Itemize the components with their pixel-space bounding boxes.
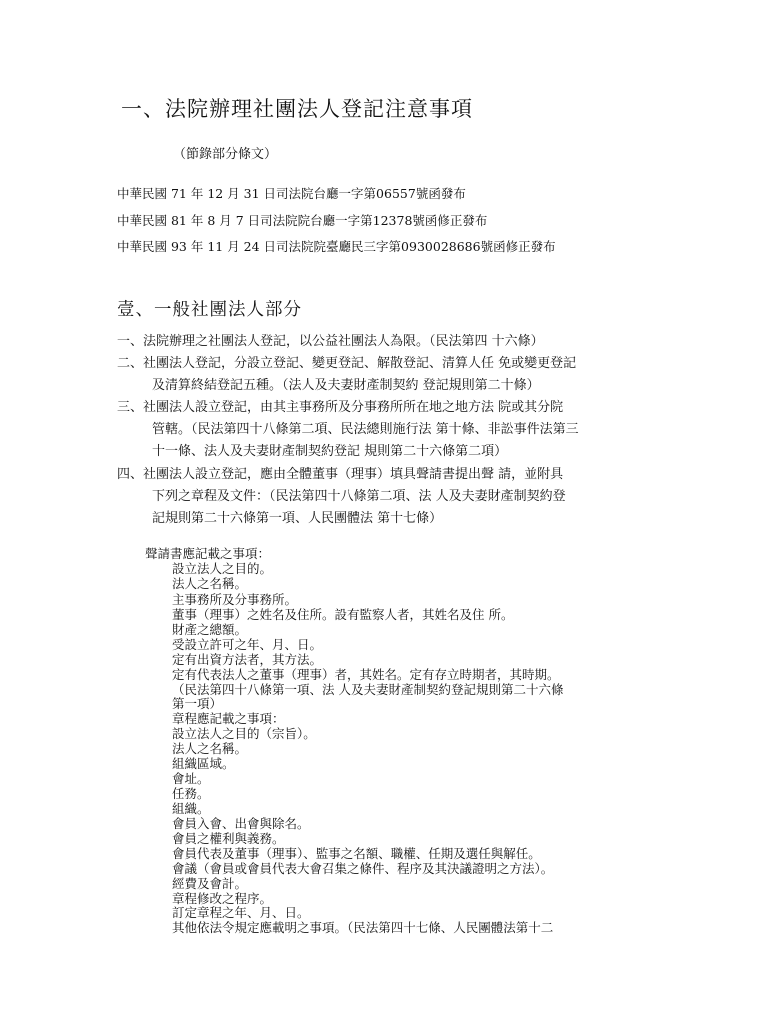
item-2-line-2: 及清算終結登記五種。（法人及夫妻財產制契約 登記規則第二十條）	[152, 378, 540, 393]
block-line: 定有代表法人之董事（理事）者，其姓名。定有存立時期者，其時期。	[172, 667, 560, 682]
block-line: 受設立許可之年、月、日。	[172, 637, 323, 652]
block-line: 董事（理事）之姓名及住所。設有監察人者，其姓名及住 所。	[172, 607, 514, 622]
block-line: 會議（會員或會員代表大會召集之條件、程序及其決議證明之方法）。	[172, 861, 554, 876]
block-line: 法人之名稱。	[172, 576, 248, 591]
item-3-line-2: 管轄。（民法第四十八條第二項、民法總則施行法 第十條、非訟事件法第三	[152, 422, 579, 437]
block-line: 章程修改之程序。	[172, 891, 273, 906]
publication-line-1: 中華民國 71 年 12 月 31 日司法院台廳一字第06557號函發布	[117, 186, 466, 201]
page-title: 一、法院辦理社團法人登記注意事項	[121, 97, 473, 121]
block-line: 組織。	[172, 801, 210, 816]
block-line: 主事務所及分事務所。	[172, 592, 298, 607]
block-line: 任務。	[172, 786, 210, 801]
item-1-line-1: 一、法院辦理之社團法人登記，以公益社團法人為限。（民法第四 十六條）	[117, 334, 544, 349]
block-line: 定有出資方法者，其方法。	[172, 652, 323, 667]
section-title: 壹、一般社團法人部分	[117, 300, 302, 320]
block-line: 經費及會計。	[172, 876, 248, 891]
block-line: 會員之權利與義務。	[172, 831, 285, 846]
block-line: 財產之總額。	[172, 622, 248, 637]
publication-line-2: 中華民國 81 年 8 月 7 日司法院院台廳一字第12378號函修正發布	[117, 213, 488, 228]
item-2-line-1: 二、社團法人登記，分設立登記、變更登記、解散登記、清算人任 免或變更登記	[117, 356, 577, 371]
item-4-line-3: 記規則第二十六條第一項、人民團體法 第十七條）	[152, 511, 443, 526]
publication-line-3: 中華民國 93 年 11 月 24 日司法院院臺廳民三字第0930028686號函修正發布	[117, 239, 556, 254]
block-line: 法人之名稱。	[172, 741, 248, 756]
item-4-line-2: 下列之章程及文件：（民法第四十八條第二項、法 人及夫妻財產制契約登	[152, 489, 566, 504]
block-line: 其他依法令規定應載明之事項。（民法第四十七條、人民團體法第十二	[172, 920, 554, 935]
block-line: （民法第四十八條第一項、法 人及夫妻財產制契約登記規則第二十六條	[172, 682, 564, 697]
block-line: 會址。	[172, 771, 210, 786]
block-line: 會員代表及董事（理事）、監事之名額、職權、任期及選任與解任。	[172, 846, 541, 861]
application-heading: 聲請書應記載之事項：	[145, 546, 271, 561]
block-line: 設立法人之目的。	[172, 561, 273, 576]
block-line: 會員入會、出會與除名。	[172, 816, 310, 831]
item-3-line-1: 三、社團法人設立登記，由其主事務所及分事務所所在地之地方法 院或其分院	[117, 400, 564, 415]
block-line: 第一項）	[172, 696, 223, 711]
item-3-line-3: 十一條、法人及夫妻財產制契約登記 規則第二十六條第二項）	[152, 444, 508, 459]
block-line: 訂定章程之年、月、日。	[172, 905, 310, 920]
item-4-line-1: 四、社團法人設立登記，應由全體董事（理事）填具聲請書提出聲 請，並附具	[117, 467, 564, 482]
block-line: 組織區域。	[172, 756, 235, 771]
articles-heading: 章程應記載之事項：	[172, 711, 285, 726]
block-line: 設立法人之目的（宗旨）。	[172, 726, 316, 741]
page-subtitle: （節錄部分條文）	[173, 147, 278, 162]
